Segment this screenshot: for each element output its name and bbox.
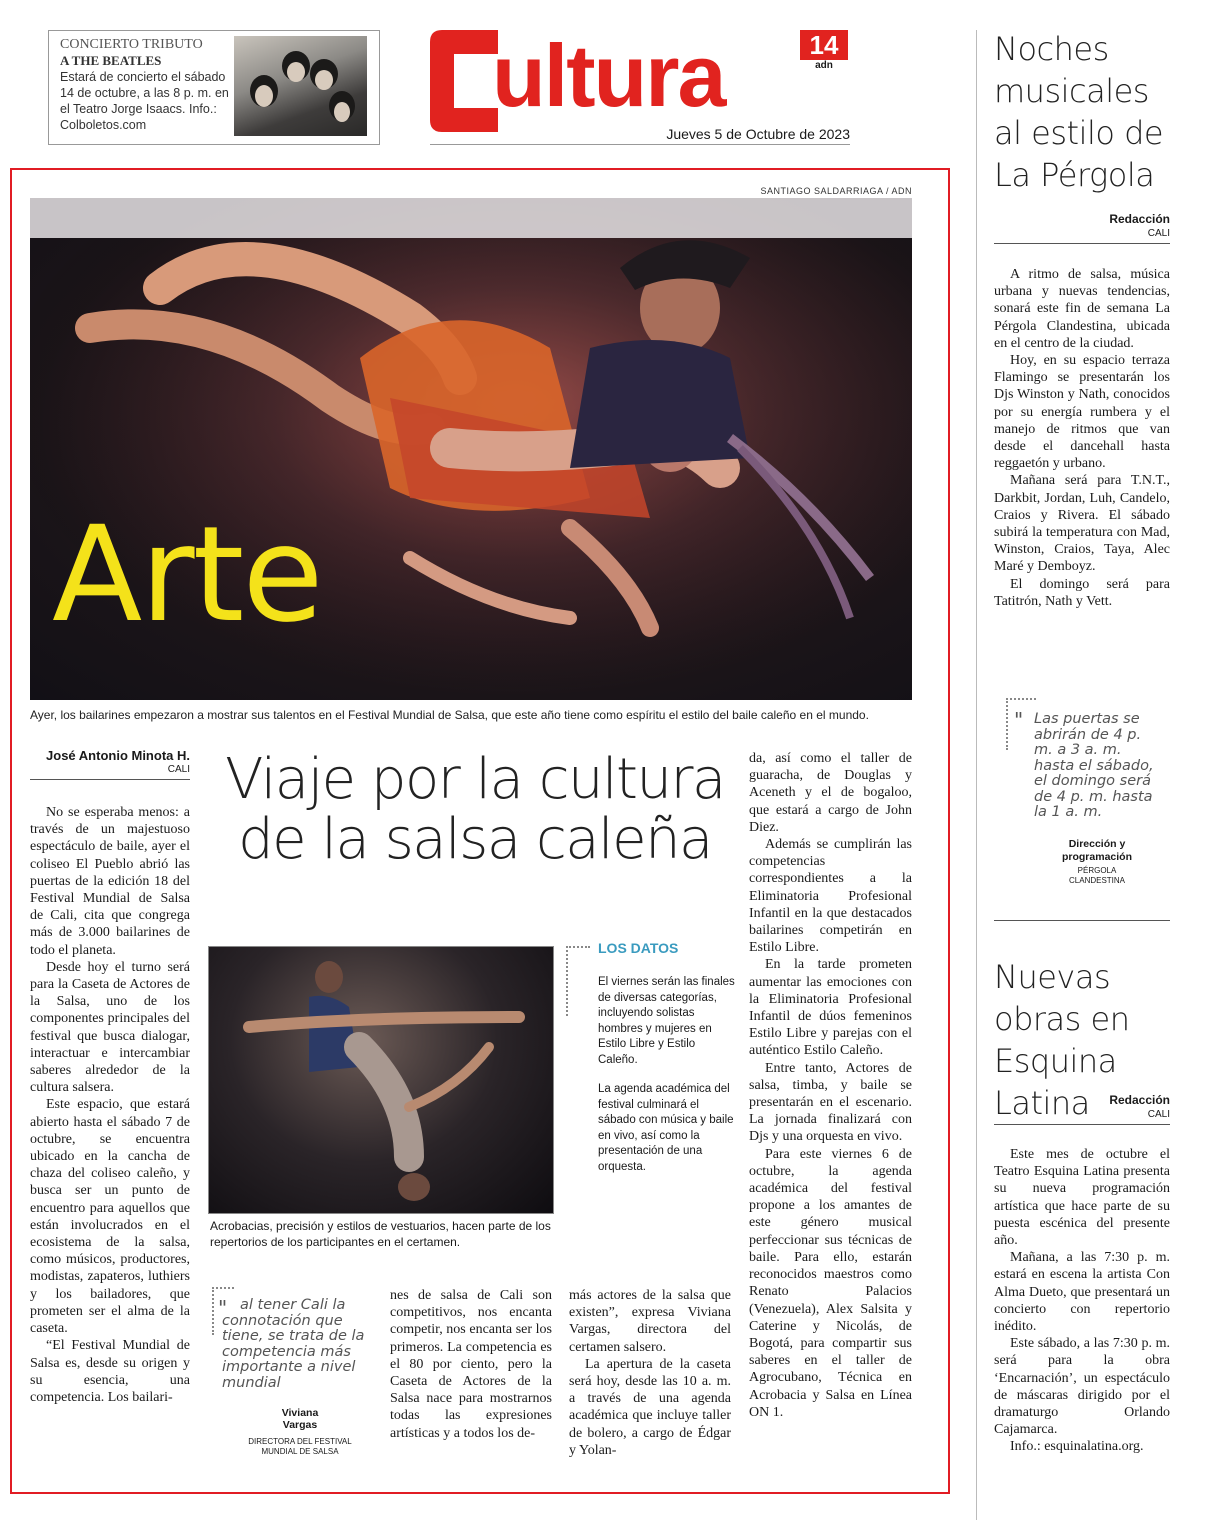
article-column-3 [569,1287,731,1459]
sidebar-story2-body [994,1146,1170,1456]
paragraph: A ritmo de salsa, música urbana y nuevas tendencias, sonará este fin de semana La Pérgola Clandestina, ubicada en el centro de la ciudad. [994,267,1170,351]
sidebar-story2-byline: Redacción [1109,1093,1170,1107]
inset-photo [208,946,554,1214]
paragraph: más actores de la salsa que existen”, expresa Viviana Vargas, directora del certamen salsero. [569,1288,731,1355]
section-title: ultura [492,26,725,125]
author-name: José Antonio Minota H. [46,748,190,763]
sidebar-pull-quote: Las puertas se abrirán de 4 p. m. a 3 a. m. hasta el sábado, el domingo será de 4 p. m. hasta la 1 a. m. [1034,711,1154,820]
photo-credit: SANTIAGO SALDARRIAGA / ADN [760,186,912,196]
datos-title: LOS DATOS [598,940,679,956]
beatles-photo-icon [234,36,367,136]
sidebar-story1-city: CALI [1147,228,1170,239]
promo-text [60,37,232,133]
side-quote-dotted-top [1006,698,1036,700]
paragraph: da, así como el taller de guaracha, de Douglas y Aceneth y el de bogaloo, que estará a cargo de John Diez. [749,751,912,835]
pull-quote: al tener Cali la connotación que tiene, se trata de la competencia más importante a nivel mundial [222,1297,365,1391]
promo-line1: CONCIERTO TRIBUTO [60,37,203,52]
paragraph: “El Festival Mundial de Salsa es, desde su origen y su esencia, una competencia. Los bailari- [30,1338,190,1405]
paragraph: Este sábado, a las 7:30 p. m. será para la obra ‘Encarnación’, un espectáculo de máscaras dirigido por el dramaturgo Orlando Cajamarca. [994,1336,1170,1438]
sidebar-story2-headline: Nuevas obras en Esquina Latina [994,958,1130,1122]
paragraph: El domingo será para Tatitrón, Nath y Vett. [994,576,1170,609]
datos-item: El viernes serán las finales de diversas categorías, incluyendo solistas hombres y mujeres en Estilo Libre y Estilo Caleño. [598,976,735,1066]
main-photo-caption: Ayer, los bailarines empezaron a mostrar sus talentos en el Festival Mundial de Salsa, que este año tiene como espíritu el estilo del baile caleño en el mundo. [30,708,869,722]
article-column-4 [749,750,912,1421]
page-number: 14 [800,30,848,60]
quote-dotted-top [212,1287,234,1289]
promo-photo [234,36,367,136]
author-city: CALI [167,764,190,775]
pull-quote-role: DIRECTORA DEL FESTIVAL MUNDIAL DE SALSA [248,1437,352,1456]
inset-photo-caption: Acrobacias, precisión y estilos de vestuarios, hacen parte de los repertorios de los participantes en el certamen. [210,1219,551,1249]
paragraph: No se esperaba menos: a través de un majestuoso espectáculo de baile, ayer el coliseo El Pueblo abrió las puertas de la edición 18 del Festival Mundial de Salsa de Cali, cita que congrega más de 3.000 bailarines de todo el planeta. [30,805,190,958]
paragraph: En la tarde prometen aumentar las emociones con la Eliminatoria Profesional Infantil de dúos femeninos Estilo Libre y parejas con el auténtico Estilo Caleño. [749,957,912,1059]
paragraph: Para este viernes 6 de octubre, la agenda académica del festival propone a los amantes de este género musical perfeccionar sus técnicas de baile. Para ello, estarán reconocidos maestros como Renato Palacios (Venezuela), Alex Salsita y Caterine y Nicolás, de Bogotá, para compartir sus saberes en el taller de Agrocubano, Técnica en Acrobacia y Salsa en Línea ON 1. [749,1146,912,1420]
sidebar-separator [994,920,1170,921]
issue-date: Jueves 5 de Octubre de 2023 [666,126,850,142]
paragraph: Entre tanto, Actores de salsa, timba, y baile se presentarán en el escenario. La jornada finalizará con Djs y una orquesta en vivo. [749,1060,912,1145]
paragraph: Además se cumplirán las competencias correspondientes a la Eliminatoria Profesional Infantil en la que destacados bailarines competirán en Estilo Libre. [749,837,912,956]
quote-mark-icon: " [1014,708,1024,732]
paragraph: La apertura de la caseta será hoy, desde las 10 a. m. a través de una agenda académica que incluye taller de bolero, a cargo de Édgar y Yolan- [569,1356,731,1458]
paragraph: Mañana, a las 7:30 p. m. estará en escena la artista Con Alma Dueto, que presentará un concierto con repertorio inédito. [994,1250,1170,1335]
paragraph: Desde hoy el turno será para la Caseta de Actores de la Salsa, uno de los componentes principales del festival que busca dialogar, interactuar e intercambiar saberes alrededor de la cultura salsera. [30,959,190,1096]
article-headline: Viaje por la cultura de la salsa caleña [225,747,725,872]
article-column-2 [390,1287,552,1442]
brand-label: adn [815,60,833,71]
paragraph: nes de salsa de Cali son competitivos, nos encanta competir, nos encanta ser los primeros. La competencia es el 80 por ciento, pero la Caseta de Actores de la Salsa nace para mostrarnos todas las expresiones artísticas y a todos los de- [390,1288,552,1441]
masthead-rule [430,144,850,145]
sidebar-story2-city: CALI [1147,1109,1170,1120]
cultura-c-logo-icon [428,26,498,136]
sidebar-story1-rule [994,243,1170,244]
promo-line2: A THE BEATLES [60,53,162,68]
paragraph: Info.: esquinalatina.org. [1010,1439,1144,1455]
paragraph: Hoy, en su espacio terraza Flamingo se presentarán los Djs Winston y Nath, conocidos por su energía rumbera y el manejo de ritmos que van desde el dancehall hasta reggaetón y urbano. [994,353,1170,472]
sidebar-story2-rule [994,1124,1170,1125]
article-column-1 [30,804,190,1406]
quote-mark-icon: " [218,1296,228,1320]
datos-dotted-line [566,946,568,1016]
quote-dotted-line [212,1287,214,1335]
datos-list [598,975,736,1189]
photo-overlay-word: Arte [52,498,322,652]
acrobatic-dancers-photo-icon [209,947,553,1213]
side-quote-dotted-line [1006,698,1008,750]
sidebar-pull-quote-name: Dirección y programación [1061,838,1132,863]
datos-item: La agenda académica del festival culminará el sábado con música y baile en vivo, así como la presentación de una orquesta. [598,1083,734,1173]
promo-body: Estará de concierto el sábado 14 de octubre, a las 8 p. m. en el Teatro Jorge Isaacs. Info.: Colboletos.com [60,70,229,132]
sidebar-story1-headline: Noches musicales al estilo de La Pérgola [994,30,1164,194]
sidebar-divider [976,30,977,1520]
pull-quote-name: Viviana Vargas [281,1407,319,1431]
paragraph: Este espacio, que estará abierto hasta el sábado 7 de octubre, se encuentra ubicado en la cancha de chaza del coliseo caleño, y busca ser un punto de encuentro para aquellos que están involucrados en el ecosistema de la salsa, como músicos, productores, modistas, zapateros, luthiers y los bailadores, que prometen ser el alma de la caseta. [30,1097,190,1337]
sidebar-story1-byline: Redacción [1109,212,1170,226]
paragraph: Este mes de octubre el Teatro Esquina Latina presenta su nueva programación artística que hace parte de su puesta escénica del presente año. [994,1147,1170,1249]
sidebar-story1-body [994,266,1170,610]
paragraph: Mañana será para T.N.T., Darkbit, Jordan, Luh, Candelo, Craios y Rivera. El sábado subirá la temperatura con Mad, Winston, Craios, Taya, Alec Maré y Demboyz. [994,473,1170,575]
byline-rule [30,779,190,780]
sidebar-pull-quote-role: PÉRGOLA CLANDESTINA [1069,866,1126,885]
datos-dotted-top [566,946,590,948]
